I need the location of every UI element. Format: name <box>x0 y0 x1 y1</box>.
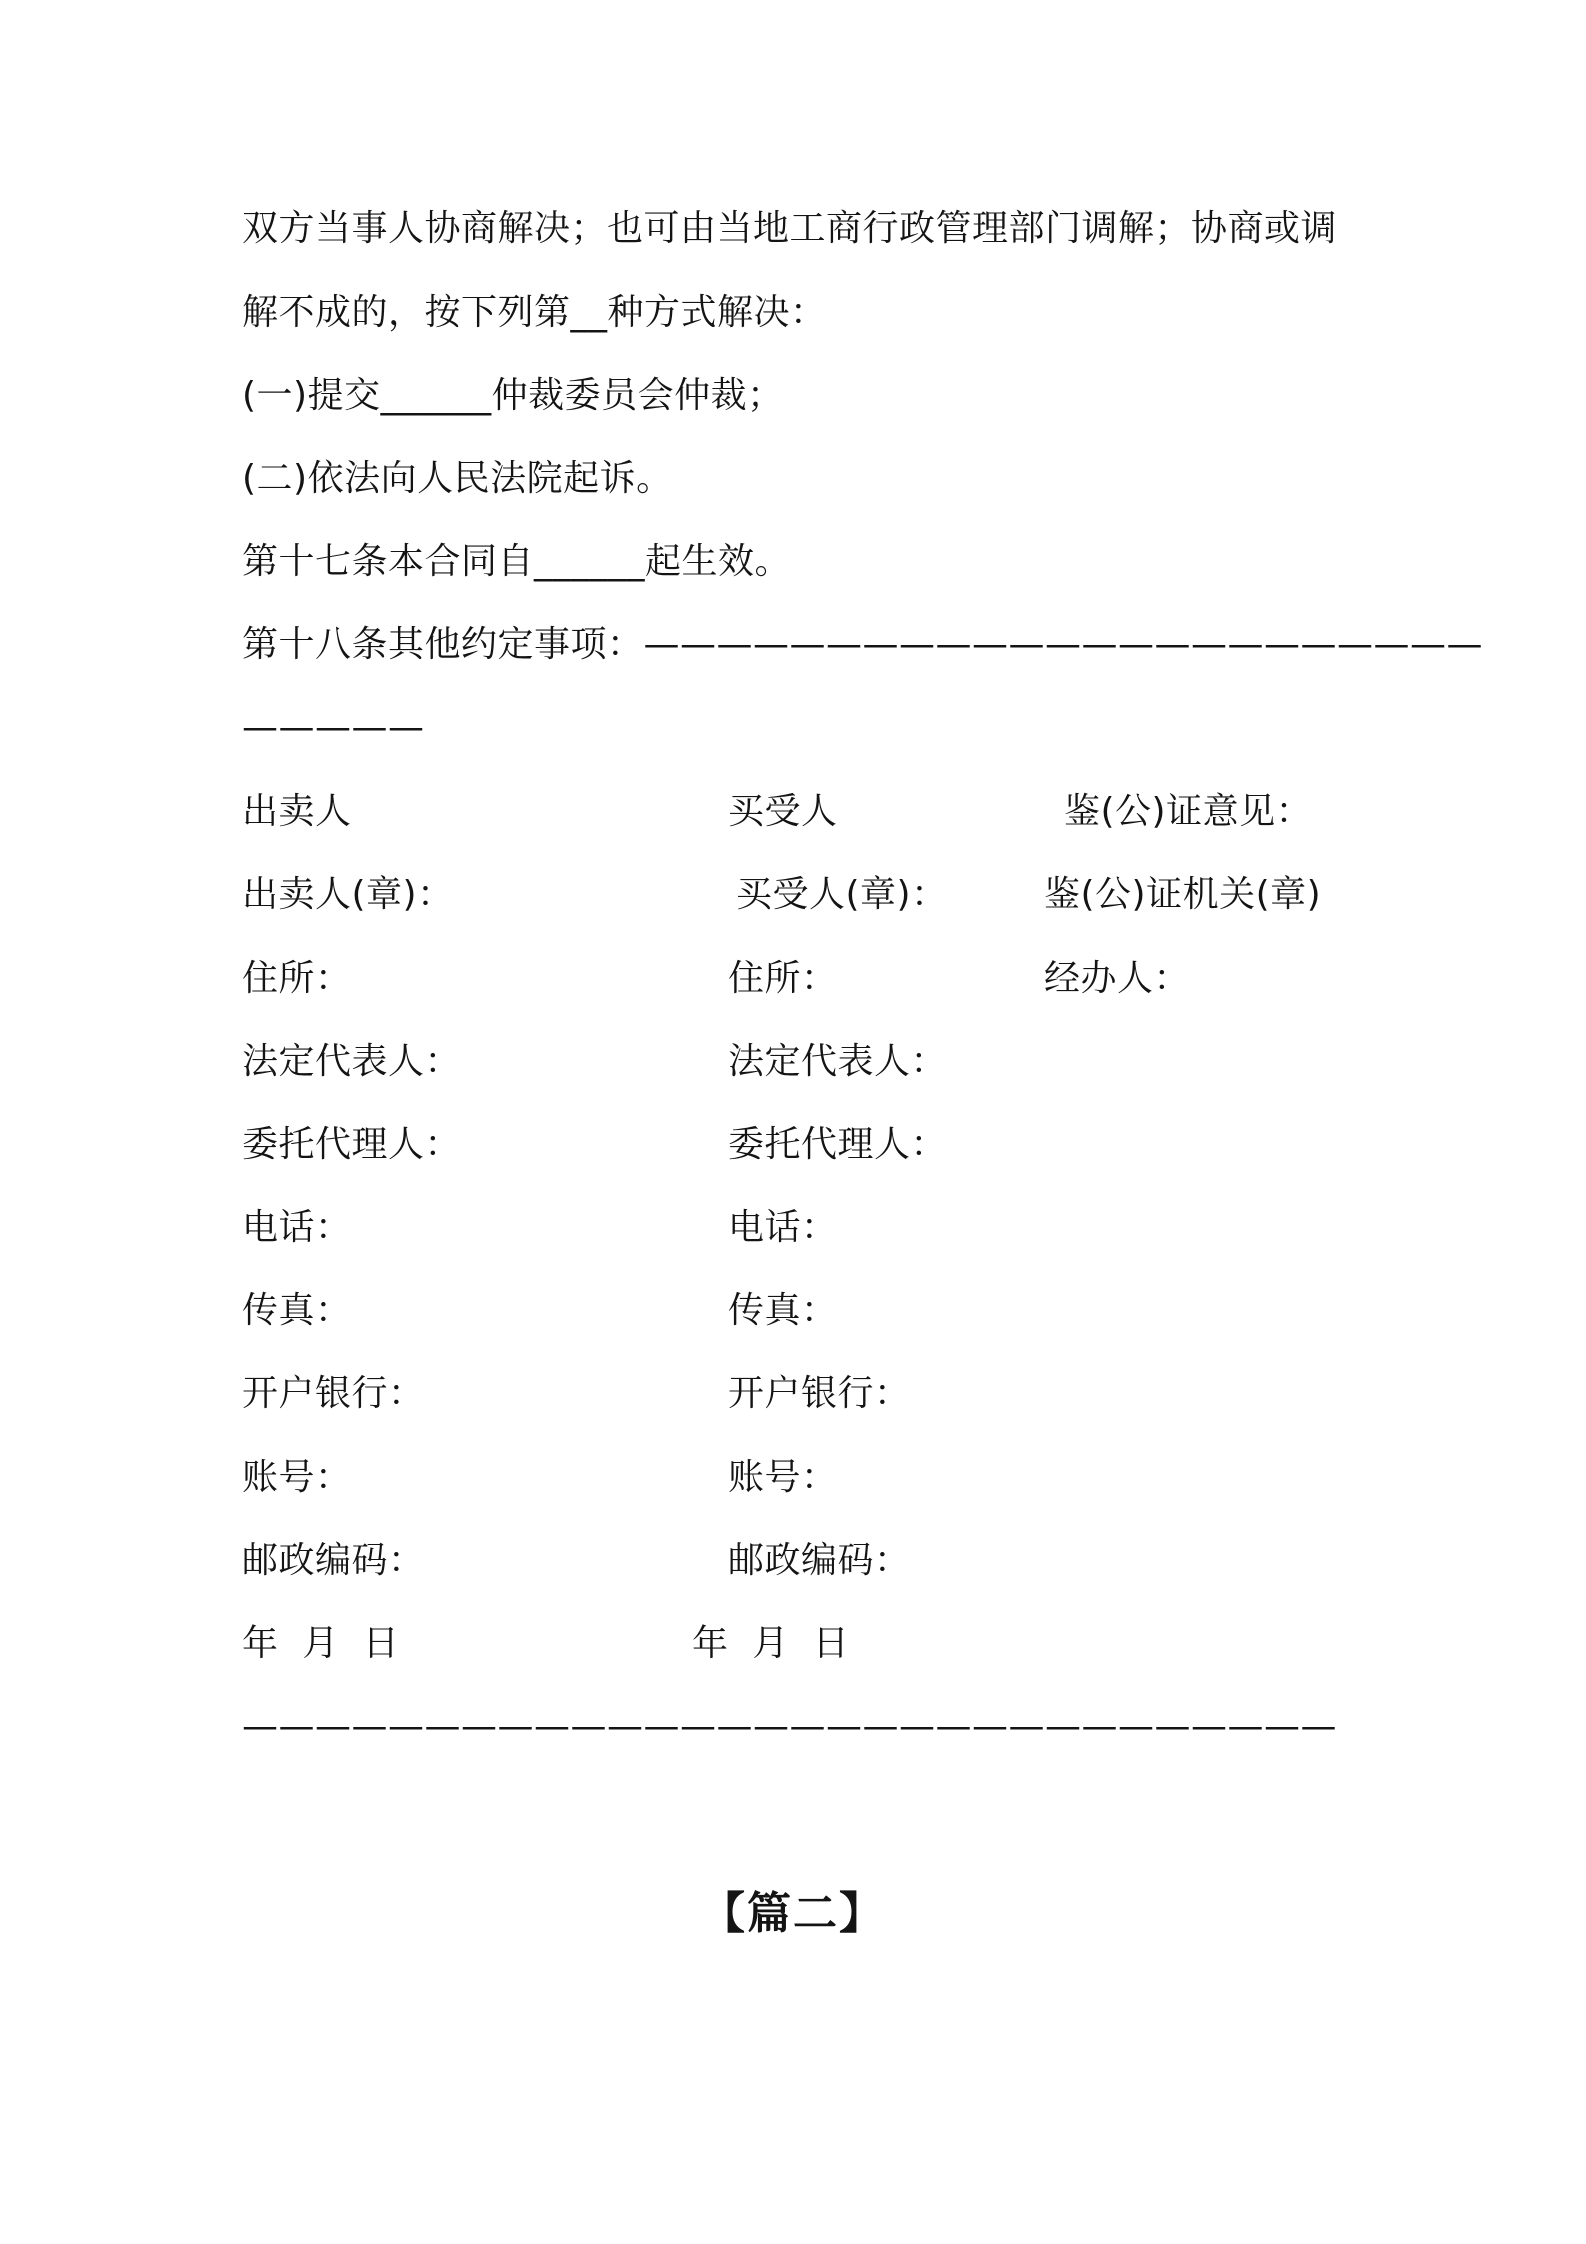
notary-opinion: 鉴(公)证意见： <box>1064 791 1313 832</box>
seller-address: 住所： <box>242 958 352 999</box>
paragraph-article-18: 第十八条其他约定事项：——————————————————————— <box>242 624 1484 665</box>
buyer-postcode: 邮政编码： <box>728 1540 911 1581</box>
buyer-phone: 电话： <box>728 1207 838 1248</box>
notary-seal: 鉴(公)证机关(章) <box>1044 874 1322 915</box>
seller-title: 出卖人 <box>242 791 352 832</box>
seller-account: 账号： <box>242 1457 352 1498</box>
seller-bank: 开户银行： <box>242 1373 425 1414</box>
paragraph-dispute-resolution-2: 解不成的，按下列第__种方式解决： <box>242 292 827 333</box>
paragraph-court-option: (二)依法向人民法院起诉。 <box>242 458 673 499</box>
notary-handler: 经办人： <box>1044 958 1191 999</box>
buyer-account: 账号： <box>728 1457 838 1498</box>
buyer-address: 住所： <box>728 958 838 999</box>
buyer-date: 年 月 日 <box>692 1623 850 1664</box>
seller-postcode: 邮政编码： <box>242 1540 425 1581</box>
seller-phone: 电话： <box>242 1207 352 1248</box>
paragraph-dispute-resolution-1: 双方当事人协商解决；也可由当地工商行政管理部门调解；协商或调 <box>242 208 1338 249</box>
buyer-legal-representative: 法定代表人： <box>728 1041 948 1082</box>
buyer-bank: 开户银行： <box>728 1373 911 1414</box>
buyer-fax: 传真： <box>728 1290 838 1331</box>
seller-agent: 委托代理人： <box>242 1124 462 1165</box>
paragraph-arbitration-option: (一)提交______仲裁委员会仲裁； <box>242 375 784 416</box>
paragraph-article-17: 第十七条本合同自______起生效。 <box>242 541 792 582</box>
seller-date: 年 月 日 <box>242 1623 400 1664</box>
buyer-agent: 委托代理人： <box>728 1124 948 1165</box>
seller-seal: 出卖人(章)： <box>242 874 454 915</box>
buyer-seal: 买受人(章)： <box>736 874 948 915</box>
separator-line: —————————————————————————————— <box>242 1706 1337 1747</box>
paragraph-article-18-continued: ————— <box>242 707 425 748</box>
section-heading: 【篇二】 <box>701 1888 885 1939</box>
seller-legal-representative: 法定代表人： <box>242 1041 462 1082</box>
seller-fax: 传真： <box>242 1290 352 1331</box>
buyer-title: 买受人 <box>728 791 838 832</box>
